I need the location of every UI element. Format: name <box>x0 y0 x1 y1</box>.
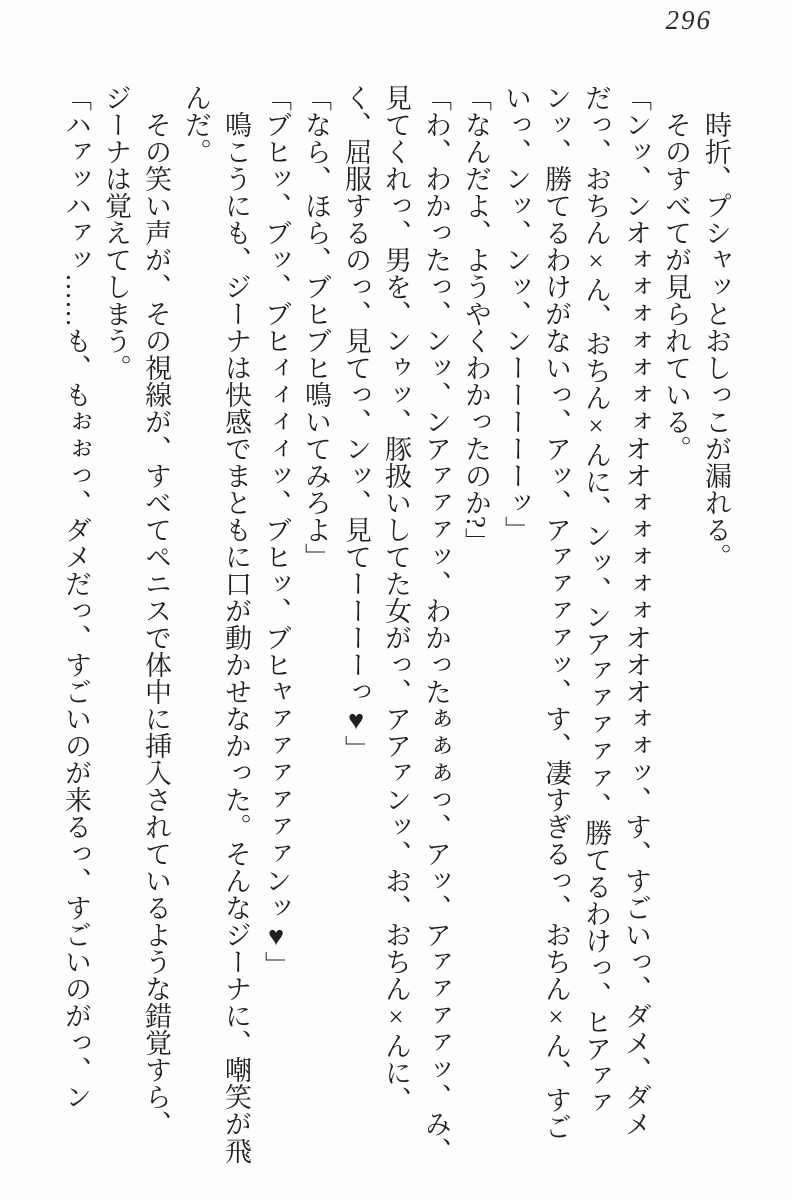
narration-paragraph: 時折、プシャッとおしっこが漏れる。 <box>701 111 731 570</box>
dialogue-line: 「ブヒッ、ブッ、ブヒィィィィッ、ブヒッ、ブヒャァァァァァァンッ♥」 <box>261 84 291 978</box>
narration-paragraph: その笑い声が、その視線が、すべてペニスで体中に挿入されているような錯覚すら、ジーナは覚えてしまう。 <box>101 84 171 1137</box>
dialogue-line: 「なんだよ、ようやくわかったのか?」 <box>461 84 491 555</box>
dialogue-line: 「ンッ、ンオォォォォォォォオオォォォォォオオオォォッ、す、すごいっ、ダメ、ダメだっ、おちん×ん、おちん×んに、ンッ、ンアァァァァァ、勝てるわけっ、ヒアァァンッ、勝てるわけがないっ、アッ、アァァァァッ、す、凄すぎるっ、おちん×ん、すごいっ、ンッ、ンッ、ンーーーーーッ」 <box>501 84 651 1140</box>
dialogue-line: 「わ、わかったっ、ンッ、ンアァァァッ、わかったぁぁぁっ、アッ、アァァァァッ、み、見てくれっ、男を、ンゥッ、豚扱いしてた女がっ、アアァンッ、お、おちん×んに、く、屈服するのっ、見てっ、ンッ、見てーーーーっ♥」 <box>341 84 451 1164</box>
narration-paragraph: 鳴こうにも、ジーナは快感でまともに口が動かせなかった。そんなジーナに、嘲笑が飛んだ。 <box>181 84 251 1164</box>
narration-paragraph: そのすべてが見られている。 <box>661 111 691 462</box>
page-number: 296 <box>665 5 712 35</box>
dialogue-line: 「なら、ほら、ブヒブヒ鳴いてみろよ」 <box>301 84 331 570</box>
vertical-text-block <box>54 84 736 1166</box>
dialogue-line: 「ハァッハァッ……も、もぉぉっ、ダメだっ、すごいのが来るっ、すごいのがっ、ン <box>61 84 91 1110</box>
